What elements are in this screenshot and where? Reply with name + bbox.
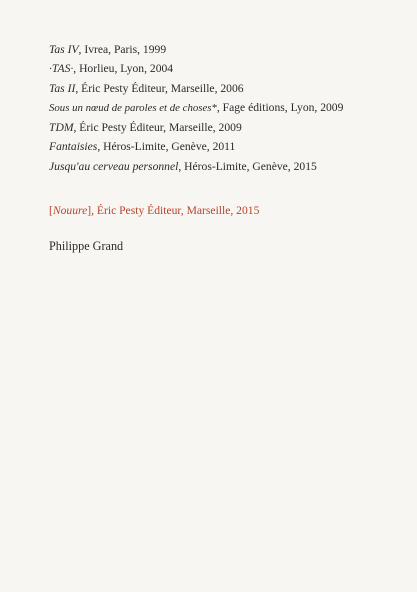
book-details: , Ivrea, Paris, 1999 — [78, 43, 167, 56]
author-name: Philippe Grand — [49, 239, 124, 253]
bibliography-entry — [49, 118, 343, 137]
featured-book-entry — [49, 201, 259, 220]
bibliography-entry — [49, 59, 343, 78]
bibliography-entry — [49, 40, 343, 59]
book-title: Fantaisies — [49, 140, 98, 154]
book-details: , Fage éditions, Lyon, 2009 — [216, 100, 344, 114]
close-bracket: ] — [87, 204, 92, 217]
bibliography-entry — [49, 157, 343, 176]
bibliography-entry — [49, 98, 343, 118]
book-title: Tas II — [49, 81, 76, 95]
featured-book-details: , Éric Pesty Éditeur, Marseille, 2015 — [91, 204, 260, 217]
book-title: ·TAS· — [49, 62, 74, 76]
book-details: , Héros-Limite, Genève, 2015 — [178, 159, 317, 173]
book-title: Jusqu'au cerveau personnel — [49, 159, 179, 173]
bibliography-entry — [49, 79, 343, 98]
book-title: Tas IV — [49, 43, 79, 56]
book-details: , Éric Pesty Éditeur, Marseille, 2006 — [75, 81, 244, 95]
book-title: Sous un nœud de paroles et de choses* — [49, 101, 217, 114]
book-details: , Horlieu, Lyon, 2004 — [73, 62, 174, 76]
open-bracket: [ — [49, 204, 53, 217]
book-details: , Héros-Limite, Genève, 2011 — [97, 140, 236, 154]
book-details: , Éric Pesty Éditeur, Marseille, 2009 — [73, 121, 242, 135]
book-title: TDM — [49, 121, 74, 135]
bibliography-list — [49, 40, 343, 176]
bibliography-entry — [49, 137, 343, 156]
featured-book-title: Nouure — [52, 204, 88, 217]
